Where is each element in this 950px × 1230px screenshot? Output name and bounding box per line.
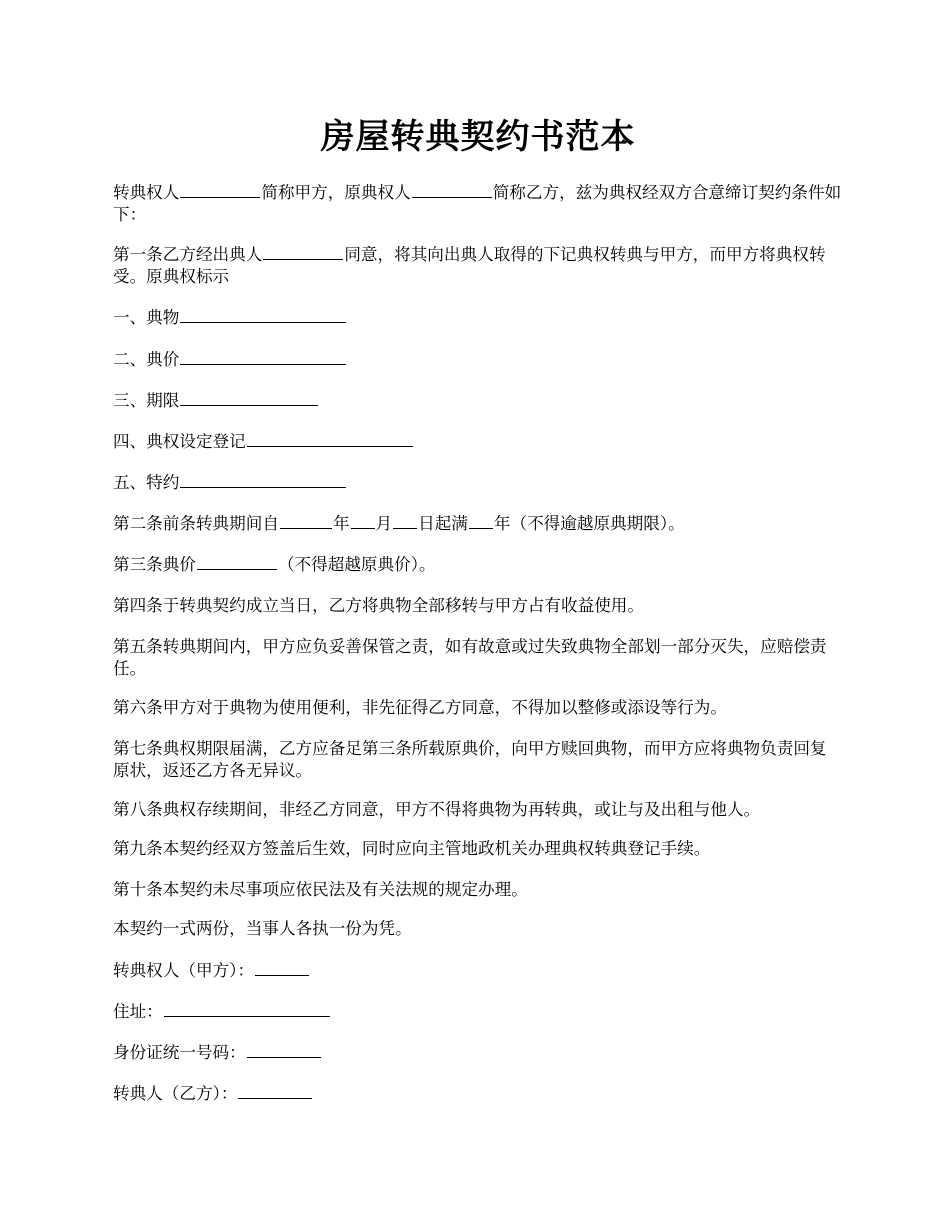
copies-clause: 本契约一式两份，当事人各执一份为凭。 [113,919,412,938]
article-1-text-b: 同意，将其向出典人取得的下记典权转典与甲方，而甲方将典权转受。原典权标示 [113,245,826,286]
item-2 [113,348,843,371]
signature-transferee-label: 转典权人（甲方）： [113,961,255,980]
price-blank [197,553,277,570]
document-title: 房屋转典契约书范本 [320,117,636,157]
article-2-text-d: 日起满 [418,514,468,533]
item-5-blank [180,471,346,488]
article-2-text-e: 年（不得逾越原典期限）。 [493,514,685,533]
article-2-text-a: 第二条前条转典期间自 [113,514,279,533]
item-4-label: 四、典权设定登记 [113,432,246,451]
article-1-text-a: 第一条乙方经出典人 [113,245,263,264]
item-4-blank [247,430,413,447]
item-3 [113,389,843,412]
article-5: 第五条转典期间内，甲方应负妥善保管之责，如有故意或过失致典物全部划一部分灭失，应赔偿责任。 [113,637,827,678]
article-7: 第七条典权期限届满，乙方应备足第三条所载原典价，向甲方赎回典物，而甲方应将典物负责回复原状，返还乙方各无异议。 [113,739,827,780]
article-8: 第八条典权存续期间，非经乙方同意，甲方不得将典物为再转典，或让与及出租与他人。 [113,800,761,819]
article-3 [113,553,843,576]
original-holder-blank [412,181,492,198]
start-month-blank [351,512,375,529]
signature-transferor-label: 转典人（乙方）： [113,1084,238,1103]
intro-paragraph [113,181,843,226]
article-10: 第十条本契约未尽事项应依民法及有关法规的规定办理。 [113,880,528,899]
signature-address [113,1000,843,1023]
item-2-blank [180,348,346,365]
item-4 [113,430,843,453]
signature-id [113,1041,843,1064]
signature-address-label: 住址： [113,1002,163,1021]
item-1-blank [180,306,346,323]
article-4: 第四条于转典契约成立当日，乙方将典物全部移转与甲方占有收益使用。 [113,596,644,615]
item-1-label: 一、典物 [113,308,180,327]
article-2-text-b: 年 [332,514,350,533]
item-1 [113,306,843,329]
article-1 [113,243,843,288]
signature-id-blank [247,1041,321,1058]
article-2-text-c: 月 [375,514,393,533]
intro-text-c: 简称乙方，兹为典权经双方合意缔订契约条件如下： [113,183,842,224]
article-3-text-a: 第三条典价 [113,555,196,574]
duration-years-blank [469,512,493,529]
item-3-blank [180,389,318,406]
mortgagor-blank [263,243,343,260]
item-3-label: 三、期限 [113,391,180,410]
start-day-blank [393,512,417,529]
signature-transferee-blank [255,959,309,976]
signature-id-label: 身份证统一号码： [113,1043,246,1062]
transferee-blank [180,181,260,198]
signature-transferor [113,1082,843,1105]
article-9: 第九条本契约经双方签盖后生效，同时应向主管地政机关办理典权转典登记手续。 [113,839,711,858]
intro-text-b: 简称甲方，原典权人 [261,183,411,202]
intro-text-a: 转典权人 [113,183,180,202]
signature-transferee [113,959,843,982]
item-5-label: 五、特约 [113,473,180,492]
start-year-blank [280,512,332,529]
item-2-label: 二、典价 [113,350,180,369]
article-3-text-b: （不得超越原典价）。 [277,555,436,574]
item-5 [113,471,843,494]
signature-transferor-blank [238,1082,312,1099]
article-6: 第六条甲方对于典物为使用便利，非先征得乙方同意，不得加以整修或添设等行为。 [113,698,727,717]
article-2 [113,512,843,535]
signature-address-blank [164,1000,330,1017]
